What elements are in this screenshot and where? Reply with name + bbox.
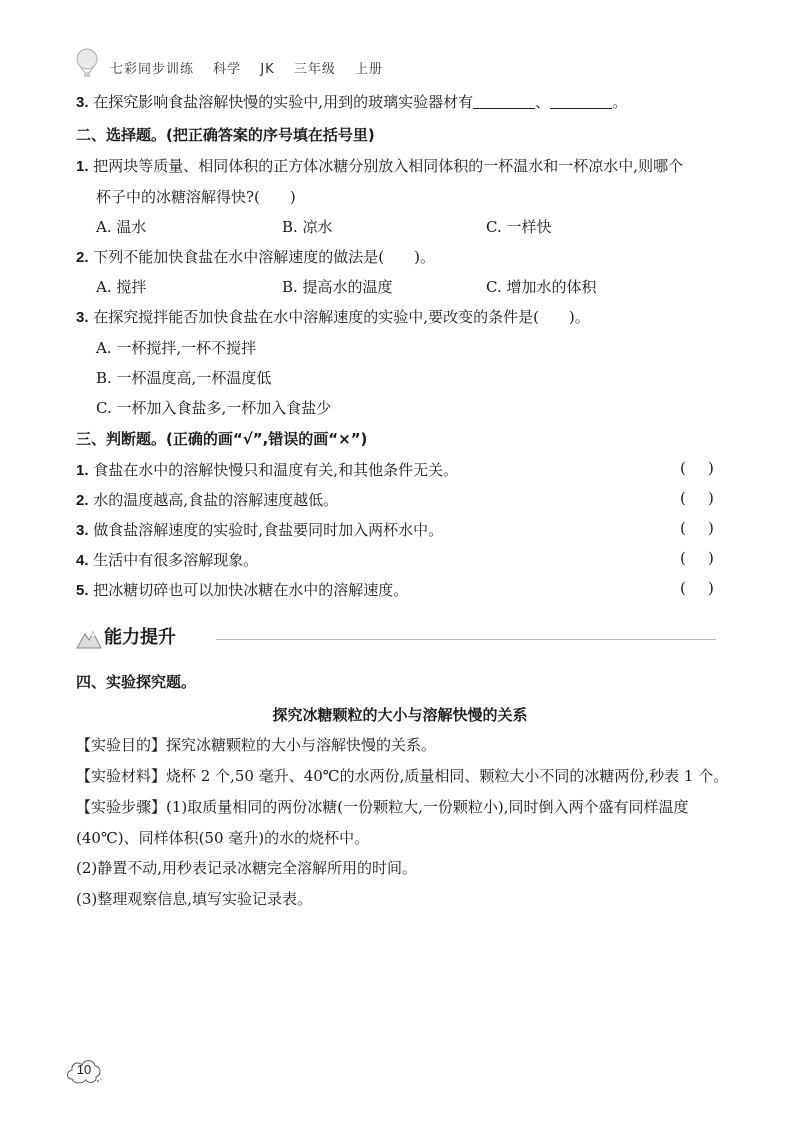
choice-q1-option-c[interactable]: C. 一样快 — [486, 218, 552, 236]
choice-q3-option-a[interactable]: A. 一杯搅拌,一杯不搅拌 — [96, 339, 257, 357]
experiment-subtitle: 探究冰糖颗粒的大小与溶解快慢的关系 — [272, 706, 528, 724]
experiment-materials: 【实验材料】烧杯 2 个,50 毫升、40℃的水两份,质量相同、颗粒大小不同的冰糖两份,秒表 1 个。 — [76, 767, 729, 785]
choice-q2-option-c[interactable]: C. 增加水的体积 — [486, 278, 597, 296]
choice-q1-line2: 杯子中的冰糖溶解得快?( ) — [96, 188, 296, 206]
judge-answer-4[interactable]: ( ) — [680, 549, 714, 567]
header-volume: 上册 — [354, 62, 383, 77]
choice-q3-option-c[interactable]: C. 一杯加入食盐多,一杯加入食盐少 — [96, 399, 332, 417]
judge-section-title: 三、判断题。(正确的画“√”,错误的画“×”) — [76, 430, 368, 448]
page-number-badge — [64, 1053, 104, 1087]
answer-blank-2[interactable] — [550, 94, 612, 109]
choice-q1-option-b[interactable]: B. 凉水 — [282, 218, 333, 236]
fill-question-3: 3. 在探究影响食盐溶解快慢的实验中,用到的玻璃实验器材有 、 。 — [76, 93, 628, 111]
experiment-step-1-cont: (40℃)、同样体积(50 毫升)的水的烧杯中。 — [76, 829, 370, 847]
experiment-purpose: 【实验目的】探究冰糖颗粒的大小与溶解快慢的关系。 — [76, 736, 437, 754]
experiment-step-1: 【实验步骤】(1)取质量相同的两份冰糖(一份颗粒大,一份颗粒小),同时倒入两个盛有同样温度 — [76, 798, 689, 816]
experiment-step-3: (3)整理观察信息,填写实验记录表。 — [76, 890, 313, 908]
judge-item-4: 4. 生活中有很多溶解现象。 — [76, 551, 259, 569]
judge-answer-1[interactable]: ( ) — [680, 459, 714, 477]
judge-item-1: 1. 食盐在水中的溶解快慢只和温度有关,和其他条件无关。 — [76, 461, 459, 479]
answer-blank-1[interactable] — [473, 94, 535, 109]
section-title: 能力提升 — [104, 627, 176, 648]
choice-q3-option-b[interactable]: B. 一杯温度高,一杯温度低 — [96, 369, 272, 387]
mountain-icon — [76, 627, 102, 649]
balloon-logo-icon — [74, 48, 100, 82]
page-header — [110, 58, 397, 77]
page-number: 10 — [76, 1062, 92, 1077]
header-subject: 科学 — [213, 62, 242, 77]
judge-item-5: 5. 把冰糖切碎也可以加快冰糖在水中的溶解速度。 — [76, 581, 409, 599]
judge-answer-3[interactable]: ( ) — [680, 519, 714, 537]
section-banner — [76, 621, 716, 653]
section-divider — [216, 639, 716, 640]
experiment-section-title: 四、实验探究题。 — [76, 673, 197, 691]
choice-q1-line1: 1. 把两块等质量、相同体积的正方体冰糖分别放入相同体积的一杯温水和一杯凉水中,则哪个 — [76, 157, 684, 175]
choice-q2-option-a[interactable]: A. 搅拌 — [96, 278, 147, 296]
experiment-step-2: (2)静置不动,用秒表记录冰糖完全溶解所用的时间。 — [76, 859, 418, 877]
choice-q1-option-a[interactable]: A. 温水 — [96, 218, 147, 236]
header-series: 七彩同步训练 — [110, 62, 195, 77]
choice-q3: 3. 在探究搅拌能否加快食盐在水中溶解速度的实验中,要改变的条件是( )。 — [76, 308, 590, 326]
header-edition: JK — [260, 62, 275, 77]
header-grade: 三年级 — [293, 62, 336, 77]
choice-q2: 2. 下列不能加快食盐在水中溶解速度的做法是( )。 — [76, 248, 436, 266]
judge-answer-5[interactable]: ( ) — [680, 579, 714, 597]
judge-answer-2[interactable]: ( ) — [680, 489, 714, 507]
choice-q2-option-b[interactable]: B. 提高水的温度 — [282, 278, 393, 296]
judge-item-3: 3. 做食盐溶解速度的实验时,食盐要同时加入两杯水中。 — [76, 521, 444, 539]
judge-item-2: 2. 水的温度越高,食盐的溶解速度越低。 — [76, 491, 339, 509]
choice-section-title: 二、选择题。(把正确答案的序号填在括号里) — [76, 126, 375, 144]
